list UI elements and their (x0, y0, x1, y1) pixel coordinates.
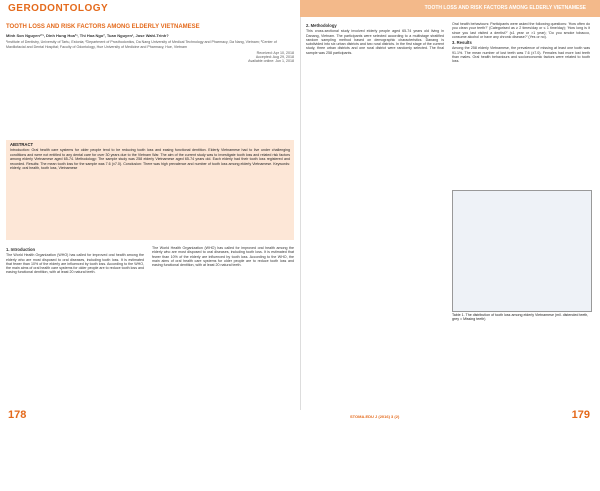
results-heading: 3. Results (452, 40, 472, 46)
methods-heading: 2. Methodology (306, 23, 337, 28)
abstract-text: Introduction: Oral health care systems for older people tend to be reducing tooth loss and easing functional dentition. Elderly Vietnamese had to live under challenging conditions and were not entitled to any dental care for over 30 years due to the Vietnam War. The aim of the current study was to investigate tooth loss and related risk factors among elderly Vietnamese aged 65-74. Methodology: The sample study was 258 elderly Vietnamese aged 65-74 years old. Each elderly had their tooth loss registered and recorded. Results: The mean tooth loss for the sample was 7.6 (±7.0). Conclusion: There was high prevalence and number of tooth loss among elderly Vietnamese. Keywords: elderly, oral health, tooth loss, Vietnamese (10, 148, 290, 171)
intro-text-continued: The World Health Organization (WHO) has called for improved oral health among the elderly who are most disposed to oral diseases, including tooth loss. It is estimated that fewer than 10% of the elderly are influenced by tooth loss. According to the WHO, the main aims of oral health care systems for older people are to reduce tooth loss and easing functional dentition, with at least 20 natural teeth. (152, 246, 294, 268)
footer-left (0, 410, 300, 424)
tooth-loss-figure (452, 190, 592, 312)
intro-column-2 (152, 246, 294, 268)
footer-right (300, 410, 600, 424)
authors: Minh Son Nguyen¹²³, Dinh Hung Hoa²³, Thi Hoa Ngo², Tuan Nguyen¹, Jose Wahl-Trinh? (6, 33, 169, 38)
received-date: Received: Apr 10, 2018 (256, 50, 294, 55)
journal-issue: STOMA.EDU J (2016) 3 (2) (350, 414, 400, 419)
behaviour-text: Oral health behaviours: Participants were asked the following questions: 'How often do you clean your teeth?' (Categorised as ≥ 2 times/day or ≤ 1 time/day); 'How long is it since you last visited a dentist?' (≤1 year or >1 year); 'Do you smoke tobacco, consume alcohol or have any chronic disease?' (Yes or no). (452, 22, 590, 39)
intro-heading: 1. Introduction (6, 247, 36, 252)
left-page-number: 178 (8, 409, 27, 421)
abstract-box (6, 140, 294, 240)
article-title: TOOTH LOSS AND RISK FACTORS AMONG ELDERLY VIETNAMESE (6, 24, 200, 30)
accepted-date: Accepted: Aug 29, 2018 (255, 55, 294, 60)
running-title: TOOTH LOSS AND RISK FACTORS AMONG ELDERLY VIETNAMESE (424, 5, 586, 11)
left-page-header (6, 22, 294, 66)
journal-title: GERODONTOLOGY (8, 3, 109, 14)
methods-text: This cross-sectional study involved elderly people aged 65-74 years old living in Danang, Vietnam. The participants were selected according to a multistage stratified random sampling method based on demographic characteristics. Danang is subdivided into six urban districts and two rural districts. In the first stage of the current study, three urban districts and one rural district were randomly selected. The final sample was 258 participants. (306, 29, 444, 55)
page-divider (300, 17, 301, 410)
intro-column (6, 246, 144, 276)
abstract-label: ABSTRACT (10, 142, 34, 147)
results-text: Among the 258 elderly Vietnamese, the prevalence of missing at least one tooth was 91.1%. The mean number of lost teeth was 7.6 (±7.0). Females had more lost teeth than males. Oral health behaviours and socioeconomic factors were related to tooth loss. (452, 46, 590, 64)
figure-caption: Table 1. The distribution of tooth loss among elderly Vietnamese (mil. distended teeth, grey = Missing teeth) (452, 313, 589, 322)
available-date: Available online: Jun 1, 2018 (248, 59, 294, 64)
right-page-number: 179 (571, 409, 590, 421)
right-column (452, 22, 590, 65)
affiliations: ¹Institute of Dentistry, University of Tartu, Estonia; ²Department of Prosthodontics, Da Nang University of Medical Technology and Pharmacy, Da Nang, Vietnam; ³Center of Maxillofacial and Dental Hospital; Faculty of Odontology, Hue University of Medicine and Pharmacy, Hue, Vietnam (6, 40, 277, 49)
methods-column (306, 22, 444, 56)
intro-text: The World Health Organization (WHO) has called for improved oral health among the elderly who are most disposed to oral diseases, including tooth loss. It is estimated that fewer than 10% of the elderly are influenced by tooth loss. According to the WHO, the main aims of oral health care systems for older people are to reduce tooth loss and easing functional dentition, with at least 20 natural teeth. (6, 253, 144, 275)
